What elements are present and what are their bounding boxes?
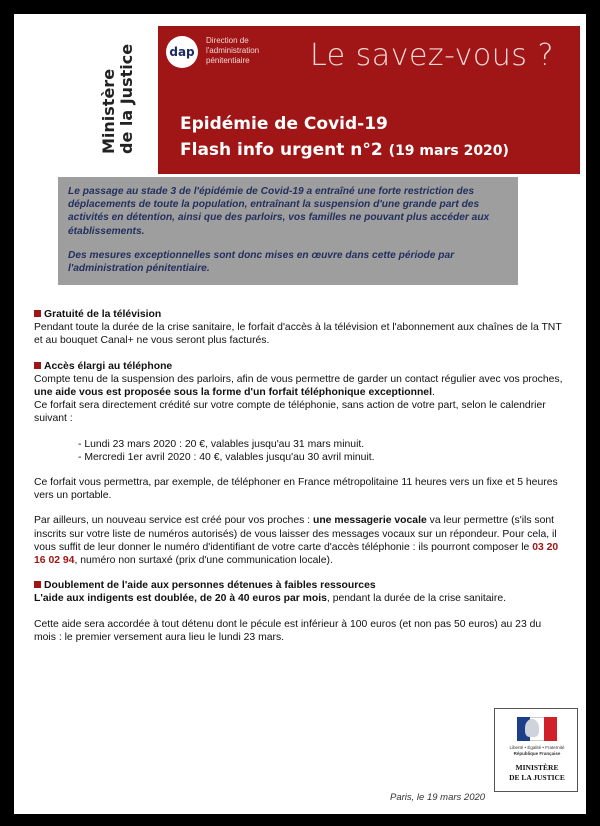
square-bullet-icon	[34, 581, 41, 588]
aid-bold-line: L'aide aux indigents est doublée, de 20 à 40 euros par mois	[34, 593, 327, 605]
square-bullet-icon	[34, 310, 41, 317]
dap-caption-line: l'administration	[206, 46, 260, 55]
dap-caption-line: Direction de	[206, 36, 249, 45]
phone-text-b: .	[431, 387, 435, 399]
dap-logo	[166, 36, 198, 68]
dap-caption	[206, 36, 316, 66]
intro-box	[58, 177, 518, 285]
ministry-line-2: de la Justice	[117, 43, 136, 154]
section-aid-text-2: Cette aide sera accordée à tout détenu dont le pécule est inférieur à 100 euros (et non pas 50 euros) au 23 du mois : le premier versement aura lieu le lundi 23 mars.	[34, 618, 542, 643]
square-bullet-icon	[34, 362, 41, 369]
voicemail-text-bold: une messagerie vocale	[312, 515, 427, 527]
emblem-label	[499, 763, 575, 783]
voicemail-text-b: va leur permettre (s'ils sont inscrits sur votre liste de numéros autorisés) de vous laisser des messages vocaux sur un répondeur. Pour cela, il vous suffit de leur donner le numéro d'identifiant de votre carte d'accès téléphonie : ils pourront composer le	[34, 515, 557, 553]
epidemic-title: Epidémie de Covid-19	[180, 114, 388, 134]
dap-caption-line: pénitentiaire	[206, 56, 250, 65]
header-banner	[158, 26, 580, 174]
section-phone-text-3: Ce forfait vous permettra, par exemple, de téléphoner en France métropolitaine 11 heures vers un fixe et 5 heures vers un portable.	[34, 477, 558, 502]
section-heading-phone	[34, 360, 564, 373]
flash-info-date: (19 mars 2020)	[388, 143, 509, 159]
section-voicemail-text	[34, 514, 564, 567]
emblem-label-line-1: MINISTÈRE	[515, 763, 559, 772]
flash-info-label: Flash info urgent n°2	[180, 140, 383, 160]
phone-text-a: Compte tenu de la suspension des parloirs, afin de vous permettre de garder un contact régulier avec vos proches,	[34, 373, 563, 385]
intro-paragraph-1: Le passage au stade 3 de l'épidémie de Covid-19 a entraîné une forte restriction des déplacements de toute la population, entraînant la suspension d'une grande part des activités en détention, ainsi que des parloirs, vos familles ne pouvant plus accéder aux établissements.	[68, 186, 490, 237]
section-heading-tv-text: Gratuité de la télévision	[44, 309, 162, 320]
section-tv-text: Pendant toute la durée de la crise sanitaire, le forfait d'accès à la télévision et l'abonnement aux chaînes de la TNT et au bouquet Canal+ ne vous seront plus facturés.	[34, 322, 562, 347]
voicemail-text-a: Par ailleurs, un nouveau service est créé pour vos proches :	[34, 515, 313, 527]
document-page	[14, 14, 586, 814]
section-heading-phone-text: Accès élargi au téléphone	[44, 360, 173, 372]
voicemail-number: 03 20 16 02 94	[34, 541, 559, 567]
section-heading-aid	[34, 579, 564, 592]
schedule-item: - Lundi 23 mars 2020 : 20 €, valables jusqu'au 31 mars minuit.	[78, 438, 365, 450]
section-phone-text-2: Ce forfait sera directement crédité sur votre compte de téléphonie, sans action de votre part, selon le calendrier suivant :	[34, 400, 546, 425]
ministry-line-1: Ministère	[99, 68, 118, 154]
ministry-emblem	[494, 708, 578, 792]
marianne-icon	[525, 719, 539, 737]
aid-text-after: , pendant la durée de la crise sanitaire.	[326, 593, 506, 605]
savez-vous-title: Le savez-vous ?	[310, 38, 554, 73]
signature-date: Paris, le 19 mars 2020	[390, 792, 486, 803]
emblem-devise: Liberté • Égalité • Fraternité	[509, 745, 565, 750]
section-heading-aid-text: Doublement de l'aide aux personnes détenues à faibles ressources	[44, 580, 376, 592]
section-heading-tv	[34, 308, 564, 321]
flash-info-title	[180, 140, 509, 160]
schedule-item: - Mercredi 1er avril 2020 : 40 €, valables jusqu'au 30 avril minuit.	[78, 451, 375, 463]
section-aid-text	[34, 592, 564, 605]
dap-logo-text: dap	[169, 45, 195, 59]
emblem-label-line-2: DE LA JUSTICE	[509, 773, 565, 782]
body-content	[34, 308, 564, 644]
phone-schedule-list	[34, 438, 564, 464]
emblem-republique: République Française	[513, 751, 561, 756]
section-phone-text	[34, 373, 564, 399]
intro-paragraph-2: Des mesures exceptionnelles sont donc mises en œuvre dans cette période par l'administration pénitentiaire.	[68, 249, 455, 275]
voicemail-text-c: , numéro non surtaxé (prix d'une communication locale).	[74, 555, 333, 567]
phone-text-bold: une aide vous est proposée sous la forme d'un forfait téléphonique exceptionnel	[34, 387, 432, 399]
ministry-vertical-title	[100, 24, 140, 154]
